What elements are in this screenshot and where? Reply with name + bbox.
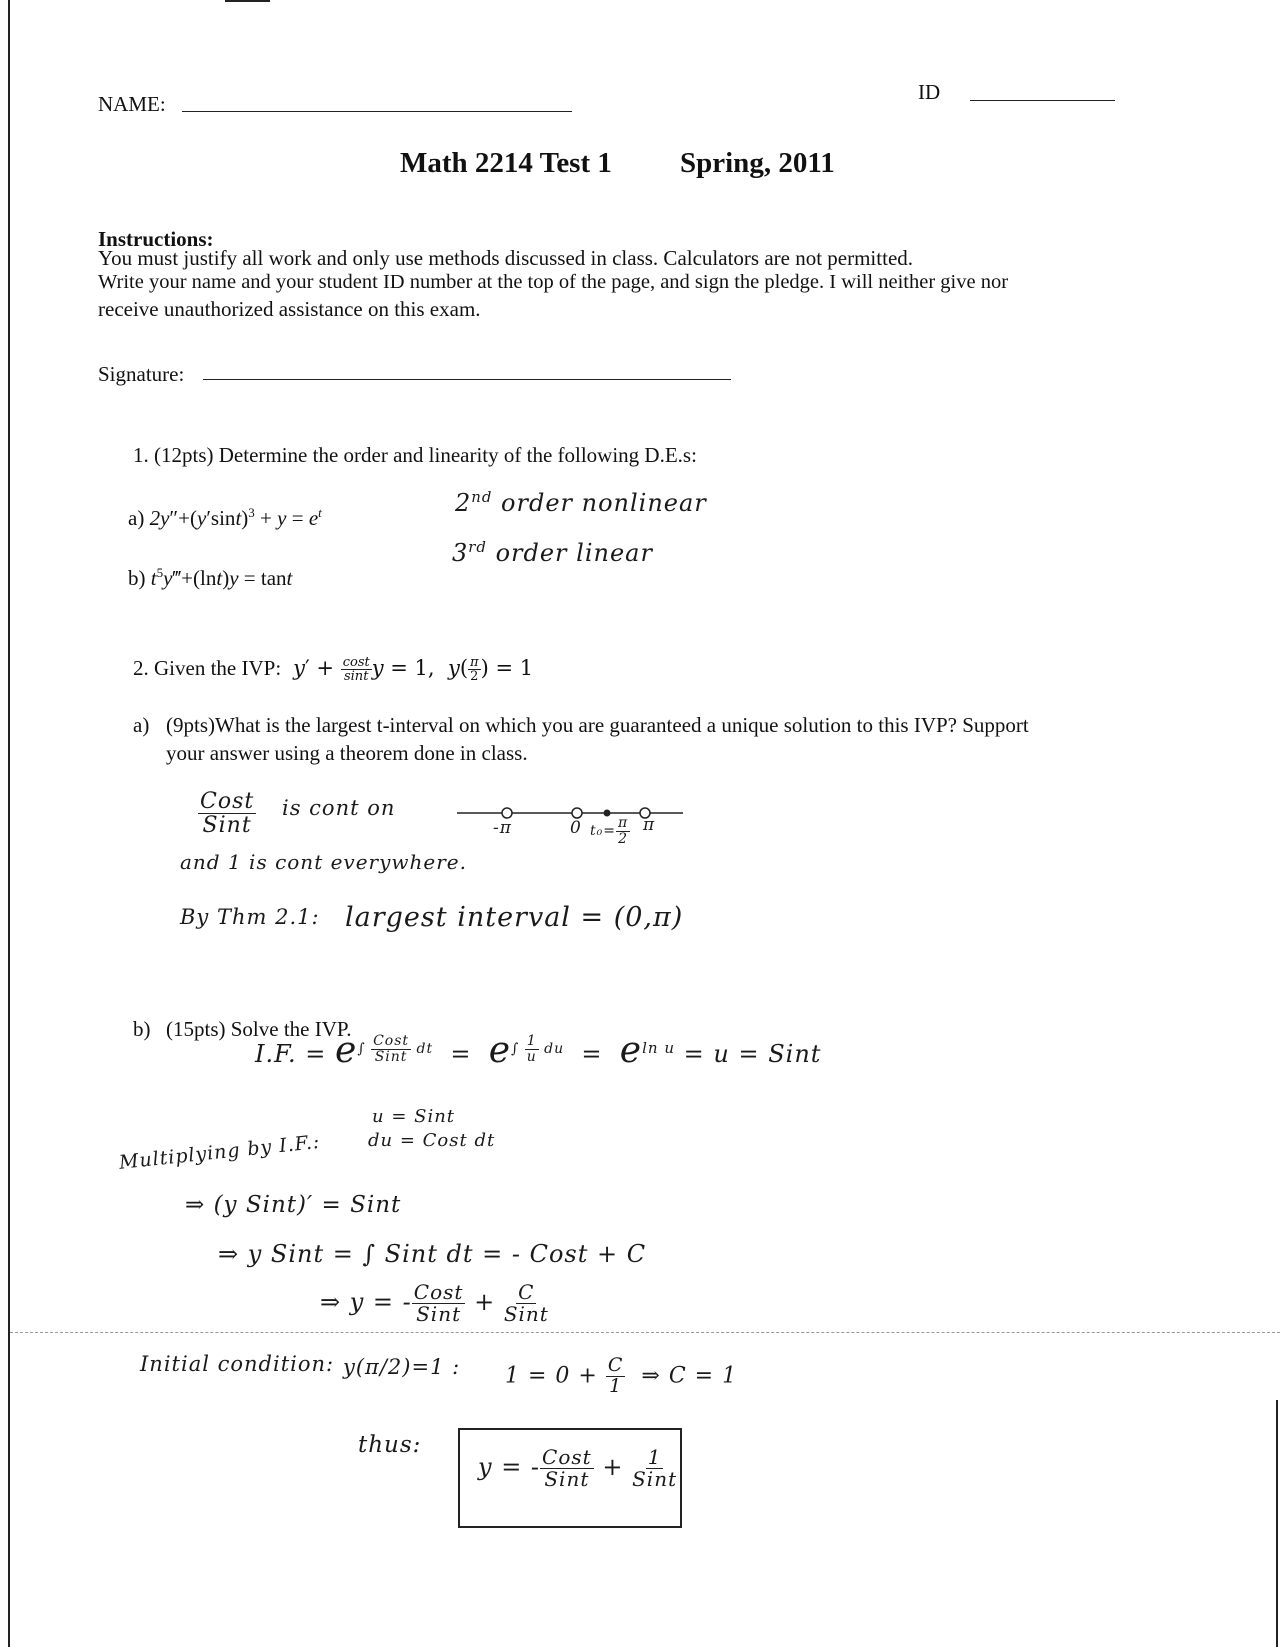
q1b-answer-rd: rd: [468, 538, 487, 556]
q2a-is-cont-on: is cont on: [282, 796, 396, 820]
q2b-ic-num: C: [607, 1354, 624, 1376]
q1a-formula: $2y''+(y'\sin t)^3 + y = e^t$: [149, 505, 322, 530]
q2b-step3-plus: +: [474, 1288, 496, 1316]
q1-prompt: 1. (12pts) Determine the order and linearity of the following D.E.s:: [133, 443, 697, 467]
q2b-prompt: (15pts) Solve the IVP.: [166, 1017, 352, 1041]
q2a-label: a): [133, 713, 150, 737]
q2b-eq2: =: [581, 1040, 603, 1068]
q2b-ic-eq: y(π/2)=1 :: [343, 1355, 461, 1379]
q2b-step-1: ⇒ (y Sint)′ = Sint: [185, 1192, 402, 1218]
q2b-if-label: I.F. =: [255, 1040, 327, 1068]
q2b-if-exp2: e: [488, 1030, 512, 1071]
q2-prompt: [133, 656, 533, 683]
q2b-step3-den2: Sint: [503, 1302, 549, 1326]
q2b-ic-den: 1: [609, 1374, 623, 1397]
q1a-equation: [128, 505, 322, 531]
q2b-eq3: = u = Sint: [683, 1040, 822, 1068]
q2a-conclusion-prefix: By Thm 2.1:: [180, 905, 320, 929]
q2b-final-den2: Sint: [632, 1467, 678, 1491]
scan-left-edge: [8, 0, 10, 1647]
q2b-mult-label: Multiplying by I.F.:: [118, 1130, 322, 1174]
q2a-tick-pi-half-den: 2: [618, 830, 629, 847]
q2b-final-answer: [478, 1447, 677, 1490]
q2a-cos-over-sin: [198, 790, 256, 837]
q2a-cos-num: Cost: [200, 789, 255, 814]
q2b-final-plus: +: [602, 1453, 624, 1481]
q2b-step-3: [320, 1282, 549, 1325]
instructions-line-3: receive unauthorized assistance on this exam.: [98, 297, 481, 321]
q2a-and-line: and 1 is cont everywhere.: [180, 850, 468, 874]
q2a-prompt-2: your answer using a theorem done in class.: [166, 741, 528, 765]
q2b-step-2: ⇒ y Sint = ∫ Sint dt = - Cost + C: [218, 1240, 647, 1268]
q2b-ic-label: Initial condition:: [140, 1352, 335, 1376]
name-label: NAME:: [98, 92, 166, 116]
q2b-sub-du: du = Cost dt: [368, 1130, 496, 1151]
q2a-tick-t0-label: t₀=: [590, 823, 616, 840]
q2b-ic-result: ⇒ C = 1: [641, 1363, 738, 1389]
scan-crease: [10, 1332, 1280, 1333]
instructions-line-2: Write your name and your student ID number at the top of the page, and sign the pledge. I will neither give nor: [98, 271, 1009, 293]
id-label: ID: [918, 80, 941, 104]
q1a-answer: 2nd order nonlinear: [455, 488, 707, 517]
q2b-if-lnu: ln u: [642, 1039, 675, 1057]
q2b-if-exp1: e: [335, 1030, 358, 1071]
scan-right-edge: [1276, 1400, 1278, 1647]
instructions-line-1: You must justify all work and only use methods discussed in class. Calculators are not permitted.: [98, 246, 914, 270]
q2b-if-exp3: e: [619, 1030, 643, 1071]
q2b-sub-u: u = Sint: [372, 1106, 456, 1127]
q2a-tick-pi-half-num: π: [617, 815, 629, 831]
q2a-tick-neg-pi: -π: [493, 818, 512, 838]
signature-blank[interactable]: [203, 379, 731, 380]
q1b-equation: [128, 565, 292, 591]
q2b-if-int2: ∫ 1 u du: [511, 1032, 565, 1065]
q2a-cos-den: Sint: [202, 813, 252, 839]
q2a-prompt-1: (9pts)What is the largest t-interval on which you are guaranteed a unique solution to this IVP? Support: [166, 713, 1029, 737]
q1a-answer-text: order nonlinear: [501, 489, 707, 517]
q2b-ic-calc-text: 1 = 0 +: [505, 1363, 598, 1389]
q2b-final-prefix: y = -: [478, 1453, 541, 1481]
q2b-step3-num1: Cost: [413, 1280, 464, 1304]
q1b-label: b): [128, 566, 146, 590]
q2a-tick-zero: 0: [570, 818, 582, 838]
q2b-label: b): [133, 1017, 151, 1041]
id-blank[interactable]: [970, 100, 1115, 101]
q2b-final-den1: Sint: [544, 1467, 590, 1491]
q2b-ic-calc: [505, 1356, 737, 1397]
q2b-if-line: [255, 1030, 821, 1071]
q1a-label: a): [128, 506, 145, 530]
q1b-formula: $t^5y‴+(\ln t)y = \tan t$: [150, 565, 293, 590]
instructions-heading: Instructions:: [98, 227, 214, 251]
q1b-answer: 3rd order linear: [452, 538, 653, 567]
q2b-step3-den1: Sint: [416, 1302, 462, 1326]
q2b-if-int1: ∫ Cost Sint dt: [357, 1032, 434, 1065]
q2b-thus: thus:: [358, 1432, 422, 1458]
q2a-tick-t0: [590, 816, 630, 846]
q2a-conclusion-text: largest interval = (0,π): [345, 902, 684, 933]
q2b-eq1: =: [450, 1040, 472, 1068]
signature-label: Signature:: [98, 362, 185, 386]
q2-ivp-formula: y′ + $\frac{\cos t}{\sin t}$ y = 1, y( $\frac{\pi}{2}$ ) = 1: [293, 655, 534, 685]
q2a-tick-pi: π: [643, 815, 656, 835]
q2b-final-num1: Cost: [542, 1445, 592, 1469]
page-term: Spring, 2011: [680, 147, 835, 179]
q2b-step3-prefix: ⇒ y = -: [320, 1288, 412, 1316]
page-title: Math 2214 Test 1: [400, 147, 612, 179]
q2b-step3-num2: C: [518, 1280, 535, 1304]
q1b-answer-text: order linear: [495, 539, 653, 567]
name-blank[interactable]: [182, 111, 572, 112]
q1a-answer-nd: nd: [471, 488, 493, 506]
q2-prompt-text: 2. Given the IVP:: [133, 656, 282, 681]
q2b-final-num2: 1: [647, 1445, 662, 1469]
scan-top-mark: [225, 0, 270, 2]
